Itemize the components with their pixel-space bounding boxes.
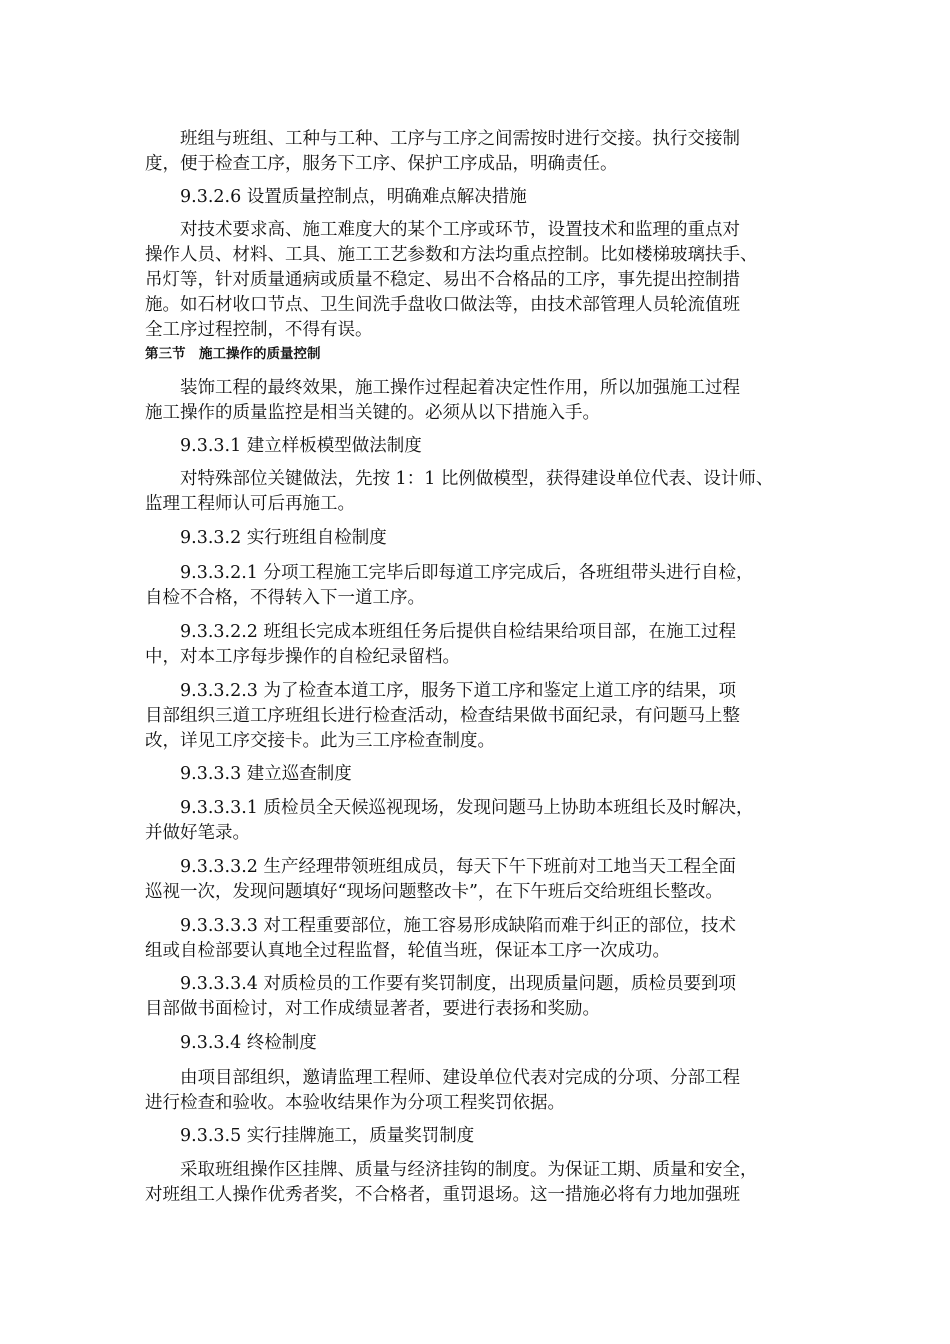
text-line: 采取班组操作区挂牌、质量与经济挂钩的制度。为保证工期、质量和安全， <box>145 1160 758 1180</box>
paragraph-9-3-3-2-1 <box>145 561 810 611</box>
section-9-3-3-3 <box>145 762 810 787</box>
text-line: 度，便于检查工序，服务下工序、保护工序成品，明确责任。 <box>145 154 618 174</box>
paragraph-intro <box>145 376 810 426</box>
text-line: 目部做书面检讨，对工作成绩显著者，要进行表扬和奖励。 <box>145 999 600 1019</box>
text-line: 9.3.3.2.1 分项工程施工完毕后即每道工序完成后，各班组带头进行自检， <box>145 563 754 583</box>
paragraph-handover <box>145 127 810 177</box>
text-line: 目部组织三道工序班组长进行检查活动，检查结果做书面纪录，有问题马上整 <box>145 706 740 726</box>
text-line: 9.3.3.4 终检制度 <box>145 1033 317 1053</box>
paragraph-final-inspection <box>145 1066 810 1116</box>
text-line: 9.3.3.3.1 质检员全天候巡视现场，发现问题马上协助本班组长及时解决， <box>145 798 754 818</box>
text-line: 改，详见工序交接卡。此为三工序检查制度。 <box>145 731 495 751</box>
paragraph-listing <box>145 1158 810 1208</box>
paragraph-9-3-3-3-4 <box>145 972 810 1022</box>
text-line: 全工序过程控制，不得有误。 <box>145 320 373 340</box>
text-line: 中，对本工序每步操作的自检纪录留档。 <box>145 647 460 667</box>
text-line: 9.3.2.6 设置质量控制点，明确难点解决措施 <box>145 187 527 207</box>
paragraph-sample-model <box>145 467 810 517</box>
text-line: 吊灯等，针对质量通病或质量不稳定、易出不合格品的工序，事先提出控制措 <box>145 270 740 290</box>
paragraph-9-3-3-3-2 <box>145 855 810 905</box>
text-line: 施。如石材收口节点、卫生间洗手盘收口做法等，由技术部管理人员轮流值班 <box>145 295 740 315</box>
text-line: 施工操作的质量监控是相当关键的。必须从以下措施入手。 <box>145 403 600 423</box>
section-9-3-3-2 <box>145 526 810 551</box>
paragraph-9-3-3-3-1 <box>145 796 810 846</box>
text-line: 操作人员、材料、工具、施工工艺参数和方法均重点控制。比如楼梯玻璃扶手、 <box>145 245 758 265</box>
paragraph-9-3-3-3-3 <box>145 914 810 964</box>
paragraph-9-3-3-2-2 <box>145 620 810 670</box>
text-line: 对技术要求高、施工难度大的某个工序或环节，设置技术和监理的重点对 <box>145 220 740 240</box>
section-9-3-2-6 <box>145 185 810 210</box>
section-heading: 第三节 施工操作的质量控制 <box>145 346 321 362</box>
text-line: 自检不合格，不得转入下一道工序。 <box>145 588 425 608</box>
text-line: 9.3.3.1 建立样板模型做法制度 <box>145 436 422 456</box>
section-9-3-3-5 <box>145 1124 810 1149</box>
text-line: 并做好笔录。 <box>145 823 250 843</box>
text-line: 9.3.3.2 实行班组自检制度 <box>145 528 387 548</box>
section-9-3-3-1 <box>145 434 810 459</box>
text-line: 巡视一次，发现问题填好“现场问题整改卡”，在下午班后交给班组长整改。 <box>145 882 723 902</box>
text-line: 9.3.3.5 实行挂牌施工，质量奖罚制度 <box>145 1126 475 1146</box>
text-line: 9.3.3.3.2 生产经理带领班组成员，每天下午下班前对工地当天工程全面 <box>145 857 736 877</box>
text-line: 对特殊部位关键做法，先按 1：1 比例做模型，获得建设单位代表、设计师、 <box>145 469 774 489</box>
text-line: 装饰工程的最终效果，施工操作过程起着决定性作用，所以加强施工过程 <box>145 378 740 398</box>
text-line: 班组与班组、工种与工种、工序与工序之间需按时进行交接。执行交接制 <box>145 129 740 149</box>
paragraph-control-points <box>145 218 810 343</box>
text-line: 监理工程师认可后再施工。 <box>145 494 355 514</box>
paragraph-9-3-3-2-3 <box>145 679 810 754</box>
text-line: 9.3.3.2.2 班组长完成本班组任务后提供自检结果给项目部，在施工过程 <box>145 622 736 642</box>
text-line: 9.3.3.3 建立巡查制度 <box>145 764 352 784</box>
text-line: 进行检查和验收。本验收结果作为分项工程奖罚依据。 <box>145 1093 565 1113</box>
text-line: 对班组工人操作优秀者奖，不合格者，重罚退场。这一措施必将有力地加强班 <box>145 1185 740 1205</box>
text-line: 9.3.3.3.4 对质检员的工作要有奖罚制度，出现质量问题，质检员要到项 <box>145 974 736 994</box>
section-9-3-3-4 <box>145 1031 810 1056</box>
text-line: 9.3.3.2.3 为了检查本道工序，服务下道工序和鉴定上道工序的结果，项 <box>145 681 736 701</box>
text-line: 由项目部组织，邀请监理工程师、建设单位代表对完成的分项、分部工程 <box>145 1068 740 1088</box>
text-line: 9.3.3.3.3 对工程重要部位，施工容易形成缺陷而难于纠正的部位，技术 <box>145 916 736 936</box>
text-line: 组或自检部要认真地全过程监督，轮值当班，保证本工序一次成功。 <box>145 941 670 961</box>
